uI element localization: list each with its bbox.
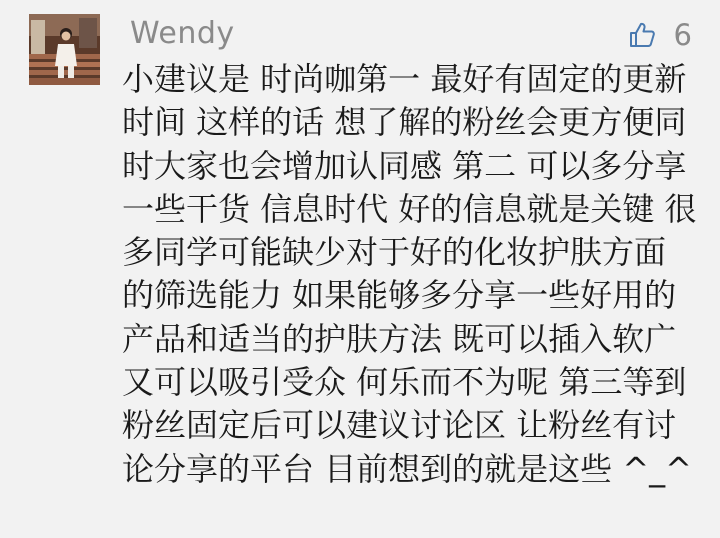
comment-line: 时大家也会增加认同感 第二 可以多分享 <box>122 146 687 185</box>
user-photo-icon <box>29 14 100 85</box>
comment-line: 又可以吸引受众 何乐而不为呢 第三等到 <box>122 363 687 402</box>
comment-line: 产品和适当的护肤方法 既可以插入软广 <box>122 319 677 358</box>
comment-text <box>122 58 717 491</box>
comment-line: 的筛选能力 如果能够多分享一些好用的 <box>122 276 677 315</box>
comment-line: 论分享的平台 目前想到的就是这些 ^_^ <box>122 449 692 488</box>
author-name[interactable]: Wendy <box>130 16 235 51</box>
thumbs-up-icon <box>628 21 656 49</box>
like-count: 6 <box>673 18 692 52</box>
avatar[interactable] <box>29 14 100 85</box>
comment-line: 多同学可能缺少对于好的化妆护肤方面 <box>122 233 667 272</box>
like-button[interactable] <box>628 16 692 54</box>
comment-line: 小建议是 时尚咖第一 最好有固定的更新 <box>122 60 687 98</box>
comment-line: 时间 这样的话 想了解的粉丝会更方便同 <box>122 103 687 142</box>
comment-line: 一些干货 信息时代 好的信息就是关键 很 <box>122 189 697 228</box>
comment-line: 粉丝固定后可以建议讨论区 让粉丝有讨 <box>122 406 677 445</box>
